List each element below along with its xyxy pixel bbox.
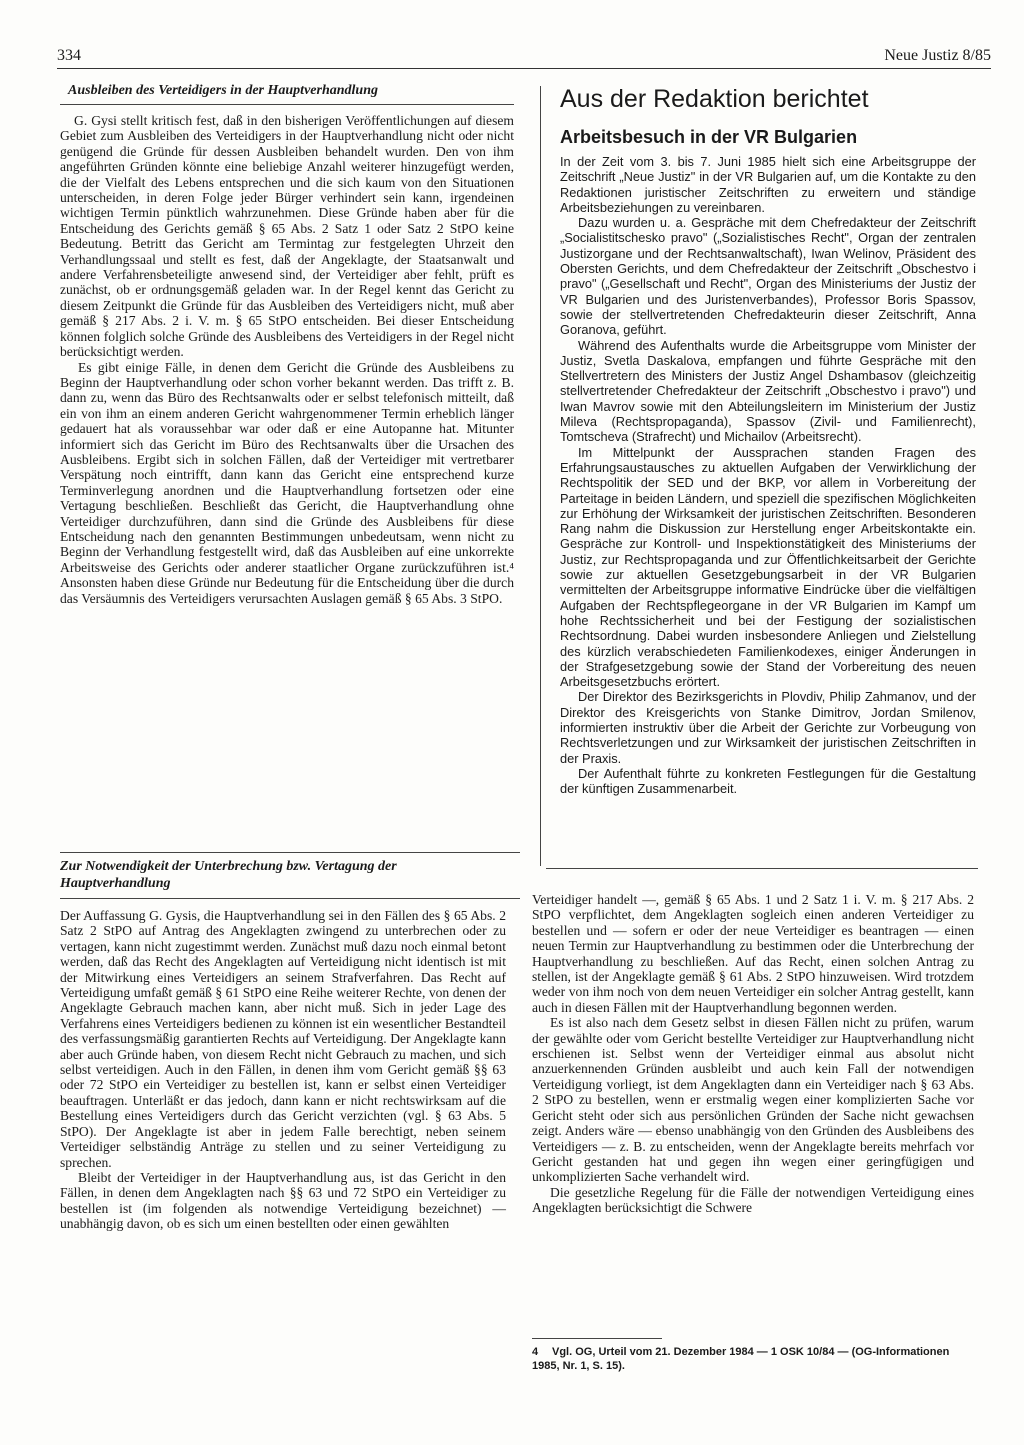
redaktion-subtitle: Arbeitsbesuch in der VR Bulgarien [560, 127, 858, 147]
section-top-rule [60, 852, 520, 853]
paragraph: Dazu wurden u. a. Gespräche mit dem Chefredakteur der Zeitschrift „Socialistitschesko pravo" („Sozialistisches Recht", Organ der zentralen Justizorgane und der Rechtsanwaltschaft), Iwan Welinov, Präsident des Obersten Gerichts, und dem Chefredakteur der Zeitschrift „Obschestvo i pravo" („Gesellschaft und Recht", Organ des Ministeriums der Justiz der VR Bulgarien und des Juristenverbandes), Professor Boris Spassov, sowie der stellvertretenden Chefredakteurin dieser Zeitschrift, Anna Goranova, geführt. [560, 215, 976, 338]
heading-rule [60, 898, 520, 899]
paragraph: Es gibt einige Fälle, in denen dem Gericht die Gründe des Ausbleibens zu Beginn der Hauptverhandlung oder schon vorher bekannt werden. Das trifft z. B. dann zu, wenn das Büro des Rechtsanwalts oder er selbst telefonisch mitteilt, daß ein von ihm an einem anderen Gericht wahrgenommener Termin erheblich länger gedauert hat als voraussehbar war oder daß er eine Autopanne hat. Mitunter informiert sich das Gericht im Büro des Rechtsanwalts über die Ursachen des Ausbleibens. Ergibt sich in solchen Fällen, daß der Verteidiger mit vertretbarer Verspätung noch eintrifft, dann kann das Gericht eine entsprechend kurze Terminverlegung anordnen und die Hauptverhandlung fortsetzen oder eine Vertagung beschließen. Beschließt das Gericht, die Hauptverhandlung ohne Verteidiger durchzuführen, dann sind die Gründe des Ausbleibens für diese Entscheidung nach den genannten Bestimmungen unbedeutsam, wenn nicht zu Beginn der Verhandlung festgestellt wird, daß das Ausbleiben auf eine unkorrekte Arbeitsweise des Gerichts oder anderer staatlicher Organe zurückzuführen ist.⁴ Ansonsten haben diese Gründe nur Bedeutung für die Entscheidung über die durch das Versäumnis des Verteidigers verursachten Auslagen gemäß § 65 Abs. 3 StPO. [60, 359, 514, 606]
column-divider [540, 86, 541, 866]
left-top-article [60, 82, 514, 606]
paragraph: In der Zeit vom 3. bis 7. Juni 1985 hielt sich eine Arbeitsgruppe der Zeitschrift „Neue Justiz" in der VR Bulgarien auf, um die Kontakte zu den Redaktionen juristischer Zeitschriften zu erweitern und ständige Arbeitsbeziehungen zu vereinbaren. [560, 154, 976, 215]
footnote-text: Vgl. OG, Urteil vom 21. Dezember 1984 — 1 OSK 10/84 — (OG-Informationen 1985, Nr. 1, S. 15). [532, 1346, 950, 1372]
page-number: 334 [57, 47, 81, 64]
redaktion-article [560, 84, 976, 796]
right-bottom-article [532, 892, 974, 1216]
paragraph: Es ist also nach dem Gesetz selbst in diesen Fällen nicht zu prüfen, warum der gewählte oder vom Gericht bestellte Verteidiger zur Hauptverhandlung nicht erschienen ist. Selbst wenn der Verteidiger einmal aus absolut nicht anzuerkennenden Gründen ausbleibt und auch kein Fall der notwendigen Verteidigung vorliegt, ist dem Angeklagten dann ein Verteidiger nach § 63 Abs. 2 StPO zu bestellen, wenn er erstmalig wegen einer komplizierten Sache vor Gericht steht oder sich aus persönlichen Gründen der Sache nicht gewachsen zeigt. Anders wäre — ebenso unabhängig von den Gründen des Ausbleibens des Verteidigers — z. B. zu entscheiden, wenn der Angeklagte bereits mehrfach vor Gericht gestanden hat und gegen ihn wegen einer geringfügigen und unkomplizierten Sache verhandelt wird. [532, 1015, 974, 1185]
paragraph: Der Direktor des Bezirksgerichts in Plovdiv, Philip Zahmanov, und der Direktor des Kreisgerichts von Stanke Dimitrov, Jordan Smilenov, informierten instruktiv über die Arbeit der Gerichte zur Vorbeugung von Rechtsverletzungen und zur Wirksamkeit der juristischen Zeitschriften in der Praxis. [560, 689, 976, 766]
paragraph: Bleibt der Verteidiger in der Hauptverhandlung aus, ist das Gericht in den Fällen, in denen dem Angeklagten nach §§ 63 und 72 StPO ein Verteidiger zu bestellen ist (im folgenden als notwendige Verteidigung bezeichnet) — unabhängig davon, ob es sich um einen bestellten oder einen gewählten [60, 1169, 506, 1232]
paragraph: Während des Aufenthalts wurde die Arbeitsgruppe vom Minister der Justiz, Svetla Daskalova, empfangen und führte Gespräche mit den Stellvertretern des Ministers der Justiz Angel Dshambasov (gleichzeitig stellvertretender Chefredakteur der Zeitschrift „Obschestvo i pravo") und Iwan Mavrov sowie mit den Abteilungsleitern im Ministerium der Justiz Mileva (Rechtspropaganda), Spassov (Zivil- und Familienrecht), Tomtscheva (Strafrecht) und Michailov (Arbeitsrecht). [560, 337, 976, 445]
paragraph: Der Auffassung G. Gysis, die Hauptverhandlung sei in den Fällen des § 65 Abs. 2 Satz 2 StPO auf Antrag des Angeklagten zwingend zu unterbrechen oder zu vertagen, kann nicht zugestimmt werden. Zunächst muß dazu noch einmal betont werden, daß das Recht des Angeklagten auf Verteidigung nicht identisch ist mit der Mitwirkung eines Verteidigers an seinem Strafverfahren. Das Recht auf Verteidigung umfaßt gemäß § 61 StPO eine Reihe weiterer Rechte, von denen der Angeklagte Gebrauch machen kann, aber nicht muß. Sich in jeder Lage des Verfahrens eines Verteidigers bedienen zu können ist ein wesentlicher Bestandteil des verfassungsmäßig garantierten Rechts auf Verteidigung. Der Angeklagte kann aber auch Gründe haben, von diesem Recht nicht Gebrauch zu machen, und sich selbst verteidigen. Auch in den Fällen, in denen ihm vom Gericht gemäß §§ 63 oder 72 StPO ein Verteidiger zu bestellen ist, kann er selbst einen Verteidiger beauftragen. Unterläßt er das jedoch, dann kann er nicht rechtswirksam auf die Bestellung eines Verteidigers durch das Gericht verzichten (vgl. § 63 Abs. 5 StPO). Der Angeklagte ist aber in jedem Falle berechtigt, neben seinem Verteidiger selbständig Anträge zu stellen und zu seiner Verteidigung zu sprechen. [60, 908, 506, 1170]
paragraph: Im Mittelpunkt der Aussprachen standen Fragen des Erfahrungsaustausches zu aktuellen Aufgaben der Verwirklichung der Rechtspolitik der SED und der BKP, vor allem in Vorbereitung der Parteitage in beiden Ländern, und speziell die spezifischen Möglichkeiten zur Erhöhung der Wirksamkeit der juristischen Zeitschriften. Besonderen Rang nahm die Diskussion zur Herstellung enger Arbeitskontakte ein. Gespräche zur Kontroll- und Inspektionstätigkeit des Ministeriums der Justiz, zur Rechtspropaganda und zur Öffentlichkeitsarbeit der Gerichte sowie zur aktuellen Gesetzgebungsarbeit in der VR Bulgarien vermittelten der Arbeitsgruppe informative Eindrücke über die vielfältigen Aufgaben der Rechtspflegeorgane in der VR Bulgarien im Kampf um hohe Rechtssicherheit und bei der Festigung der sozialistischen Rechtsordnung. Dabei wurden insbesondere Anliegen und Zielstellung des kürzlich verabschiedeten Familienkodexes, einiger Änderungen in der Strafgesetzgebung sowie der Stand der Vorbereitung des neuen Arbeitsgesetzbuchs erörtert. [560, 444, 976, 690]
footnote-mark: 4 [532, 1346, 539, 1358]
journal-title: Neue Justiz 8/85 [884, 47, 991, 64]
footnote [532, 1346, 974, 1373]
heading-rule [60, 104, 514, 105]
paragraph: Die gesetzliche Regelung für die Fälle der notwendigen Verteidigung eines Angeklagten berücksichtigt die Schwere [532, 1184, 974, 1216]
redaktion-title: Aus der Redaktion berichtet [560, 85, 869, 113]
left-bottom-article [60, 858, 506, 1232]
redaktion-bottom-rule [546, 868, 978, 869]
section-heading-unterbrechung: Zur Notwendigkeit der Unterbrechung bzw. Vertagung der Hauptverhandlung [60, 859, 397, 891]
footnote-rule [532, 1338, 662, 1339]
paragraph: G. Gysi stellt kritisch fest, daß in den bisherigen Veröffentlichungen auf diesem Gebiet zum Ausbleiben des Verteidigers in der Hauptverhandlung nicht oder nicht genügend die Gründe für dessen Ausbleiben behandelt wurden. Den von ihm angeführten Gründen könnte eine beliebige Anzahl weiterer hinzugefügt werden, die der Vielfalt des Lebens entsprechen und die sich kaum von den Situationen unterscheiden, in deren Folge jeder Bürger verhindert sein kann, irgendeinen wichtigen Termin pünktlich wahrzunehmen. Diese Gründe haben aber für die Entscheidung des Gerichts gemäß § 65 Abs. 2 Satz 1 oder Satz 2 StPO keine Bedeutung. Betritt das Gericht am Termintag zur festgelegten Uhrzeit den Verhandlungssaal und stellt es fest, daß der Angeklagte, der Staatsanwalt und andere Verfahrensbeteiligte anwesend sind, der Verteidiger aber fehlt, prüft es zunächst, ob er ordnungsgemäß geladen war. In der Regel kennt das Gericht zu diesem Zeitpunkt die Gründe für das Ausbleiben des Verteidigers nicht, muß aber gemäß § 217 Abs. 2 i. V. m. § 65 StPO entscheiden. Bei dieser Entscheidung können folglich solche Gründe des Ausbleibens des Verteidigers in der Regel nicht berücksichtigt werden. [60, 113, 514, 360]
header-rule [57, 68, 991, 69]
section-heading-ausbleiben: Ausbleiben des Verteidigers in der Hauptverhandlung [68, 83, 378, 98]
paragraph: Der Aufenthalt führte zu konkreten Festlegungen für die Gestaltung der künftigen Zusammenarbeit. [560, 765, 976, 797]
paragraph: Verteidiger handelt —, gemäß § 65 Abs. 1 und 2 Satz 1 i. V. m. § 217 Abs. 2 StPO verpflichtet, dem Angeklagten sogleich einen anderen Verteidiger zu bestellen und — sofern er oder der neue Verteidiger es beantragen — einen neuen Termin zur Hauptverhandlung zu bestimmen oder die Unterbrechung der Hauptverhandlung zu beschließen. Auf das Recht, einen solchen Antrag zu stellen, ist der Angeklagte gemäß § 61 Abs. 2 StPO hinzuweisen. Wird trotzdem weder von ihm noch von dem neuen Verteidiger ein solcher Antrag gestellt, kann auch in diesen Fällen mit der Hauptverhandlung begonnen werden. [532, 892, 974, 1015]
